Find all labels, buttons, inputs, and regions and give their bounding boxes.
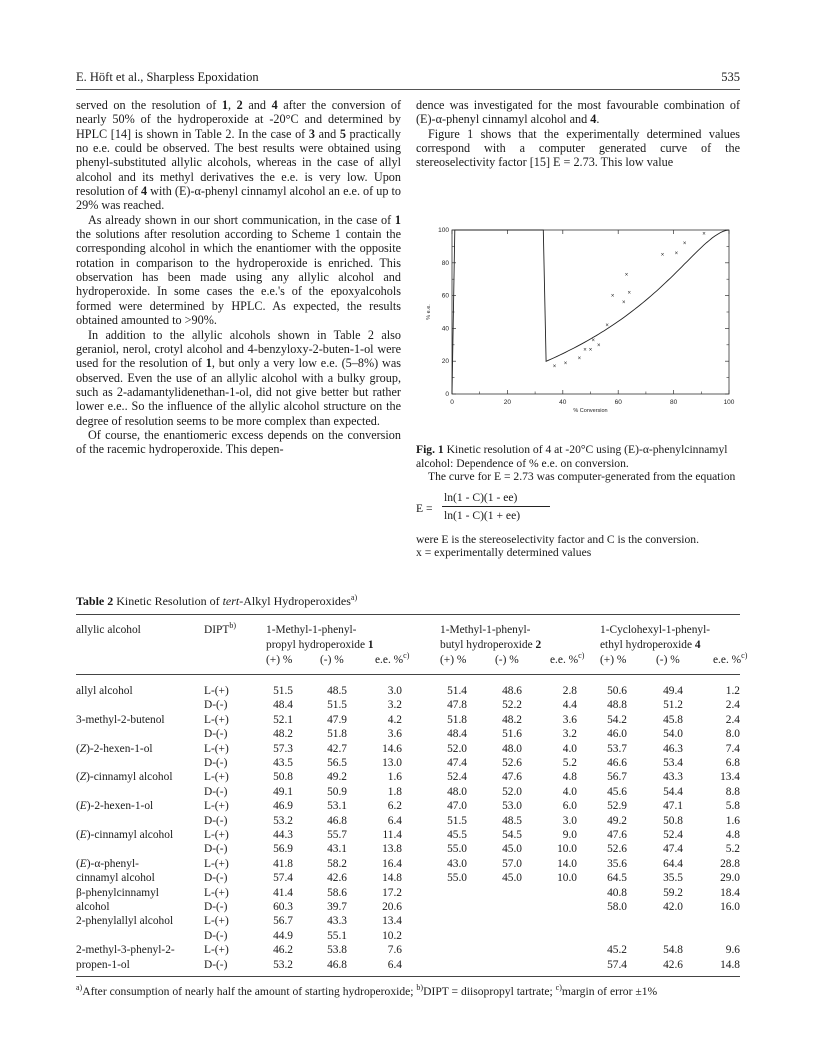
y-tick-label: 100 (438, 227, 449, 234)
x-tick-label: 0 (450, 399, 454, 406)
data-point: × (610, 293, 615, 300)
figure-1-chart (416, 222, 740, 422)
table-cell: 54.2 (607, 713, 627, 726)
y-tick-label: 0 (445, 391, 449, 398)
table-cell: 8.8 (725, 785, 740, 798)
header-dipt-text: DIPT (204, 624, 230, 636)
table-cell: 3.6 (387, 728, 402, 741)
table-cell: 47.4 (663, 843, 683, 856)
table-cell: 41.8 (273, 857, 293, 870)
table-cell: 59.2 (663, 886, 683, 899)
table-cell: 17.2 (382, 886, 402, 899)
table-header-rule (76, 674, 740, 675)
table-cell: 54.5 (502, 829, 522, 841)
data-point: × (577, 355, 582, 362)
model-curve (452, 230, 729, 394)
table-cell: 1.2 (725, 685, 740, 697)
table-cell: 46.8 (327, 814, 347, 827)
table-cell: 49.1 (273, 785, 293, 798)
row-dipt: D-(-) (204, 814, 228, 827)
row-dipt: L-(+) (204, 685, 229, 697)
x-tick-label: 60 (614, 399, 622, 406)
table-cell: 28.8 (720, 857, 740, 870)
table-footnote: $^{a)}$After consumption of nearly half the amount of starting hydroperoxide; $^{b)}$DIPT = diisopropyl tartrate; $^{c)}$margin of error ±1% (76, 983, 658, 998)
data-point: × (621, 300, 626, 307)
table-cell: 53.2 (273, 814, 293, 827)
data-point: × (588, 347, 593, 354)
table-cell: 44.3 (273, 829, 293, 841)
data-point: × (563, 360, 568, 367)
table-cell: 43.1 (327, 843, 347, 856)
subheader: e.e. %$^{c)}$ (713, 651, 748, 666)
table-cell: 41.4 (273, 886, 293, 899)
paragraph: dence was investigated for the most favourable combination of (E)-α-phenyl cinnamyl alcohol and 4. (416, 98, 740, 127)
row-dipt: D-(-) (204, 901, 228, 913)
table-cell: 48.4 (273, 699, 293, 712)
table-cell: 51.8 (447, 713, 467, 726)
table-cell: 45.2 (607, 944, 627, 957)
table-cell: 48.0 (447, 785, 467, 798)
y-tick-label: 80 (441, 259, 449, 267)
table-cell: 46.8 (327, 958, 347, 971)
table-cell: 57.0 (502, 857, 522, 870)
table-cell: 53.7 (607, 742, 627, 755)
y-tick-label: 40 (441, 325, 449, 333)
row-dipt: D-(-) (204, 699, 228, 712)
table-cell: 55.7 (327, 829, 347, 841)
table-cell: 45.0 (502, 872, 522, 885)
caption-line2: The curve for E = 2.73 was computer-generated from the equation (428, 470, 736, 484)
header-dipt (204, 621, 236, 636)
table-cell: 47.9 (327, 713, 347, 726)
table-cell: 42.6 (663, 958, 683, 971)
table-cell: 7.4 (725, 742, 740, 755)
row-dipt: L-(+) (204, 771, 229, 784)
row-allylic-alcohol: (Z)-cinnamyl alcohol (76, 771, 173, 784)
table-cell: 55.1 (327, 929, 347, 942)
subheader: (-) % (656, 654, 680, 666)
table-cell: 48.6 (502, 685, 522, 697)
group-header-line1: 1-Cyclohexyl-1-phenyl- (600, 624, 711, 636)
paragraph: Of course, the enantiomeric excess depends on the conversion of the racemic hydroperoxide. This depen- (76, 427, 401, 457)
row-dipt: L-(+) (204, 829, 229, 841)
table-cell: 10.0 (557, 843, 577, 856)
table-cell: 6.8 (725, 757, 740, 769)
table-top-rule (76, 614, 740, 615)
table-cell: 4.2 (387, 713, 402, 726)
table-cell: 14.8 (382, 872, 402, 885)
caption-body: Kinetic resolution of 4 at -20°C using (E)-α-phenylcinnamyl alcohol: Dependence of % e.e. on conversion. (416, 443, 728, 470)
equation-numerator: ln(1 - C)(1 - ee) (444, 490, 518, 504)
running-header-authors: E. Höft et al., Sharpless Epoxidation (76, 70, 259, 84)
table-cell: 6.4 (387, 814, 402, 827)
table-cell: 54.0 (663, 728, 683, 741)
table-cell: 40.8 (607, 886, 627, 899)
x-tick-label: 80 (669, 399, 678, 406)
subheader: (-) % (495, 654, 519, 666)
row-dipt: D-(-) (204, 958, 228, 971)
data-point: × (552, 364, 557, 371)
equation-denominator: ln(1 - C)(1 + ee) (444, 508, 521, 522)
table-cell: 10.2 (382, 929, 402, 942)
row-dipt: D-(-) (204, 929, 228, 942)
row-allylic-alcohol: cinnamyl alcohol (76, 872, 155, 885)
table-cell: 54.8 (663, 944, 683, 957)
row-allylic-alcohol: allyl alcohol (76, 685, 133, 697)
table-cell: 47.8 (447, 699, 467, 712)
y-tick-label: 20 (441, 358, 449, 366)
table-cell: 10.0 (557, 872, 577, 885)
table-cell: 58.2 (327, 857, 347, 870)
table-cell: 51.2 (663, 699, 683, 712)
table-cell: 53.4 (663, 757, 683, 769)
table-cell: 51.5 (327, 699, 347, 712)
table-cell: 46.9 (273, 800, 293, 813)
data-point: × (702, 231, 706, 238)
row-allylic-alcohol: alcohol (76, 901, 110, 913)
table-cell: 50.6 (607, 685, 627, 697)
table-cell: 2.4 (725, 699, 740, 712)
row-dipt: L-(+) (204, 742, 229, 755)
table-cell: 52.1 (273, 713, 293, 726)
table-cell: 9.0 (562, 829, 577, 841)
table-cell: 44.9 (273, 929, 293, 942)
row-dipt: L-(+) (204, 713, 229, 726)
subheader: e.e. %$^{c)}$ (375, 651, 410, 666)
row-allylic-alcohol: 2-methyl-3-phenyl-2- (76, 944, 175, 957)
fraction-bar (442, 506, 550, 507)
header-dipt-sup: b) (229, 621, 236, 631)
table-cell: 52.0 (447, 742, 467, 755)
paragraph: In addition to the allylic alcohols shown in Table 2 also geraniol, nerol, crotyl alcohol and 4-benzyloxy-2-buten-1-ol were used for the resolution of 1, but only a very low e.e. (5–8%) was observed. Even the use of an allylic alcohol with a bulky group, such as 2-adamantylidenethan-1-ol, did not give better but rather lower e.e.. So the influence of the allylic alcohol structure on the degree of resolution seems to be more complex than expected. (76, 327, 401, 428)
table-cell: 64.4 (663, 857, 683, 870)
table-cell: 3.0 (562, 814, 577, 827)
y-tick-label: 60 (441, 292, 449, 300)
subheader: (-) % (320, 654, 344, 666)
table-cell: 48.2 (273, 728, 293, 741)
row-allylic-alcohol: 3-methyl-2-butenol (76, 713, 165, 726)
table-cell: 8.0 (725, 728, 740, 741)
table-cell: 51.6 (502, 728, 522, 741)
table-cell: 48.2 (502, 713, 522, 726)
table-cell: 16.4 (382, 857, 402, 870)
x-axis-label: % Conversion (573, 408, 608, 414)
table-cell: 2.8 (562, 685, 577, 697)
table-cell: 55.0 (447, 843, 467, 856)
table-cell: 5.8 (725, 800, 740, 813)
running-header (76, 70, 740, 88)
row-dipt: L-(+) (204, 944, 229, 957)
table-cell: 6.0 (562, 800, 577, 813)
row-allylic-alcohol: (E)-cinnamyl alcohol (76, 829, 174, 841)
table-cell: 52.4 (663, 829, 683, 841)
table-cell: 7.6 (387, 944, 402, 957)
data-point: × (624, 272, 629, 279)
equation (416, 489, 740, 529)
paragraph: Figure 1 shows that the experimentally determined values correspond with a computer generated curve of the stereoselectivity factor [15] E = 2.73. This low value (416, 126, 740, 170)
table-cell: 56.9 (273, 843, 293, 856)
plot-frame (452, 230, 729, 394)
caption-line3: were E is the stereoselectivity factor and C is the conversion. (416, 532, 699, 546)
row-dipt: L-(+) (204, 915, 229, 928)
table-cell: 9.6 (725, 944, 740, 957)
table-cell: 46.2 (273, 944, 293, 957)
table-cell: 43.3 (663, 771, 683, 784)
table-cell: 6.4 (387, 958, 402, 971)
caption-label: Fig. 1 (416, 443, 444, 456)
table-cell: 49.2 (607, 814, 627, 827)
table-cell: 13.4 (720, 771, 740, 784)
row-allylic-alcohol: (E)-α-phenyl- (76, 857, 139, 870)
table-cell: 35.6 (607, 857, 627, 870)
table-cell: 58.6 (327, 886, 347, 899)
table-cell: 48.4 (447, 728, 467, 741)
data-point: × (591, 337, 596, 344)
table-cell: 14.8 (720, 958, 740, 971)
group-header-line1: 1-Methyl-1-phenyl- (440, 624, 531, 636)
table-2-caption (76, 594, 357, 609)
table-cell: 46.3 (663, 742, 683, 755)
table-cell: 56.7 (273, 915, 293, 928)
conversion-ee-chart (416, 222, 740, 422)
table-cell: 46.6 (607, 757, 627, 769)
figure-1-caption (416, 443, 740, 560)
table-cell: 2.4 (725, 713, 740, 726)
table-cell: 39.7 (327, 901, 347, 913)
table-cell: 11.4 (382, 829, 402, 841)
data-point: × (605, 323, 609, 330)
table-cell: 64.5 (607, 872, 627, 885)
table-cell: 50.8 (663, 814, 683, 827)
subheader: (+) % (440, 654, 467, 666)
table-cell: 5.2 (562, 757, 577, 769)
row-allylic-alcohol: (Z)-2-hexen-1-ol (76, 742, 153, 755)
group-header-line2: butyl hydroperoxide 2 (440, 639, 542, 651)
group-header-line1: 1-Methyl-1-phenyl- (266, 624, 357, 636)
table-cell: 4.8 (562, 771, 577, 784)
table-cell: 49.2 (327, 771, 347, 784)
data-point: × (583, 347, 587, 354)
y-axis-label: % e.e. (426, 304, 432, 320)
table-cell: 57.4 (273, 872, 293, 885)
table-cell: 49.4 (663, 685, 683, 697)
table-cell: 52.2 (502, 699, 522, 712)
table-cell: 13.0 (382, 757, 402, 769)
paragraph: As already shown in our short communication, in the case of 1 the solutions after resolution according to Scheme 1 contain the corresponding alcohol in which the enantiomer with the opposite rotation in comparison to the hydroperoxide is enriched. This observation has been made using any allylic alcohol and hydroperoxide. In some cases the e.e.'s of the epoxyalcohols formed were determined by HPLC. As expected, the results obtained amounted to >90%. (76, 212, 401, 328)
table-cell: 43.5 (273, 757, 293, 769)
table-cell: 53.8 (327, 944, 347, 957)
data-point: × (597, 342, 601, 349)
table-cell: 3.2 (562, 728, 577, 741)
table-cell: 18.4 (720, 886, 740, 899)
data-point: × (682, 241, 687, 248)
row-dipt: D-(-) (204, 843, 228, 856)
row-allylic-alcohol: β-phenylcinnamyl (76, 886, 159, 899)
table-cell: 47.1 (663, 800, 683, 813)
row-allylic-alcohol: propen-1-ol (76, 958, 130, 971)
table-cell: 3.2 (387, 699, 402, 712)
right-column-text (416, 98, 740, 170)
table-cell: 53.1 (327, 800, 347, 813)
table-cell: 56.7 (607, 771, 627, 784)
table-cell: 13.4 (382, 915, 402, 928)
header-rule (76, 89, 740, 90)
table-cell: 53.0 (502, 800, 522, 813)
table-cell: 4.8 (725, 829, 740, 841)
table-cell: 14.6 (382, 742, 402, 755)
table-cell: 56.5 (327, 757, 347, 769)
table-cell: 43.3 (327, 915, 347, 928)
table-cell: 1.8 (387, 785, 402, 798)
table-cell: 50.8 (273, 771, 293, 784)
table-cell: 47.0 (447, 800, 467, 813)
table-cell: 45.5 (447, 829, 467, 841)
table-cell: 52.0 (502, 785, 522, 798)
header-allylic-alcohol: allylic alcohol (76, 624, 141, 636)
table-cell: 20.6 (382, 901, 402, 913)
table-cell: 47.6 (607, 829, 627, 841)
table-cell: 60.3 (273, 901, 293, 913)
x-tick-label: 40 (559, 399, 567, 406)
table-cell: 1.6 (387, 771, 402, 784)
table-cell: 50.9 (327, 785, 347, 798)
row-dipt: D-(-) (204, 785, 228, 798)
table-cell: 48.0 (502, 742, 522, 755)
data-point: × (627, 290, 632, 297)
x-tick-label: 100 (723, 399, 735, 406)
table-cell: 51.5 (447, 814, 467, 827)
table-cell: 42.7 (327, 742, 347, 755)
row-dipt: L-(+) (204, 886, 229, 899)
caption-text (416, 443, 740, 470)
table-caption-body: Kinetic Resolution of tert-Alkyl Hydroperoxides$^{a)}$ (116, 593, 358, 608)
row-dipt: L-(+) (204, 857, 229, 870)
equation-lhs: E = (416, 501, 433, 515)
table-cell: 54.4 (663, 785, 683, 798)
table-cell: 35.5 (663, 872, 683, 885)
subheader: (+) % (266, 654, 293, 666)
table-cell: 29.0 (720, 872, 740, 885)
table-cell: 57.3 (273, 742, 293, 755)
table-cell: 43.0 (447, 857, 467, 870)
subheader: (+) % (600, 654, 627, 666)
table-cell: 51.8 (327, 728, 347, 741)
table-cell: 48.5 (502, 814, 522, 827)
table-caption-label: Table 2 (76, 594, 114, 608)
table-cell: 53.2 (273, 958, 293, 971)
table-cell: 55.0 (447, 872, 467, 885)
group-header-line2: propyl hydroperoxide 1 (266, 639, 374, 651)
row-dipt: D-(-) (204, 872, 228, 885)
table-cell: 52.6 (607, 843, 627, 856)
table-cell: 52.9 (607, 800, 627, 813)
table-cell: 46.0 (607, 728, 627, 741)
data-point: × (660, 252, 665, 259)
table-cell: 42.6 (327, 872, 347, 885)
table-cell: 3.0 (387, 685, 402, 697)
table-cell: 51.4 (447, 685, 467, 697)
table-cell: 6.2 (387, 800, 402, 813)
row-allylic-alcohol: 2-phenylallyl alcohol (76, 915, 174, 928)
table-cell: 5.2 (725, 843, 740, 856)
paragraph: served on the resolution of 1, 2 and 4 after the conversion of nearly 50% of the hydroperoxide at -20°C and determined by HPLC [14] is shown in Table 2. In the case of 3 and 5 practically no e.e. could be observed. The best results were obtained using phenyl-substituted allylic alcohols, whereas in the case of allyl alcohol and its methyl derivatives the e.e. is very low. Upon resolution of 4 with (E)-α-phenyl cinnamyl alcohol an e.e. of up to 29% was reached. (76, 98, 402, 213)
table-cell: 45.0 (502, 843, 522, 856)
table-cell: 48.8 (607, 699, 627, 712)
table-cell: 14.0 (557, 857, 577, 870)
row-dipt: D-(-) (204, 757, 228, 769)
table-bottom-rule (76, 976, 740, 977)
table-cell: 4.4 (562, 699, 577, 712)
table-cell: 47.4 (447, 757, 467, 769)
table-cell: 1.6 (725, 814, 740, 827)
table-cell: 13.8 (382, 843, 402, 856)
table-cell: 57.4 (607, 958, 627, 971)
table-cell: 45.8 (663, 713, 683, 726)
row-allylic-alcohol: (E)-2-hexen-1-ol (76, 800, 154, 813)
table-cell: 51.5 (273, 685, 293, 697)
table-cell: 52.6 (502, 757, 522, 769)
caption-line4: x = experimentally determined values (416, 546, 592, 560)
table-cell: 42.0 (663, 901, 683, 913)
data-point: × (674, 250, 679, 257)
page-number: 535 (721, 70, 740, 84)
group-header-line2: ethyl hydroperoxide 4 (600, 639, 701, 651)
table-cell: 16.0 (720, 901, 740, 913)
table-cell: 58.0 (607, 901, 627, 913)
table-cell: 52.4 (447, 771, 467, 784)
row-dipt: L-(+) (204, 800, 229, 813)
subheader: e.e. %$^{c)}$ (550, 651, 585, 666)
table-cell: 48.5 (327, 685, 347, 697)
table-cell: 4.0 (562, 785, 577, 798)
table-cell: 4.0 (562, 742, 577, 755)
left-column-text (76, 98, 401, 457)
table-cell: 47.6 (502, 771, 522, 784)
table-cell: 45.6 (607, 785, 627, 798)
x-tick-label: 20 (503, 399, 512, 406)
row-dipt: D-(-) (204, 728, 228, 741)
table-cell: 3.6 (562, 713, 577, 726)
